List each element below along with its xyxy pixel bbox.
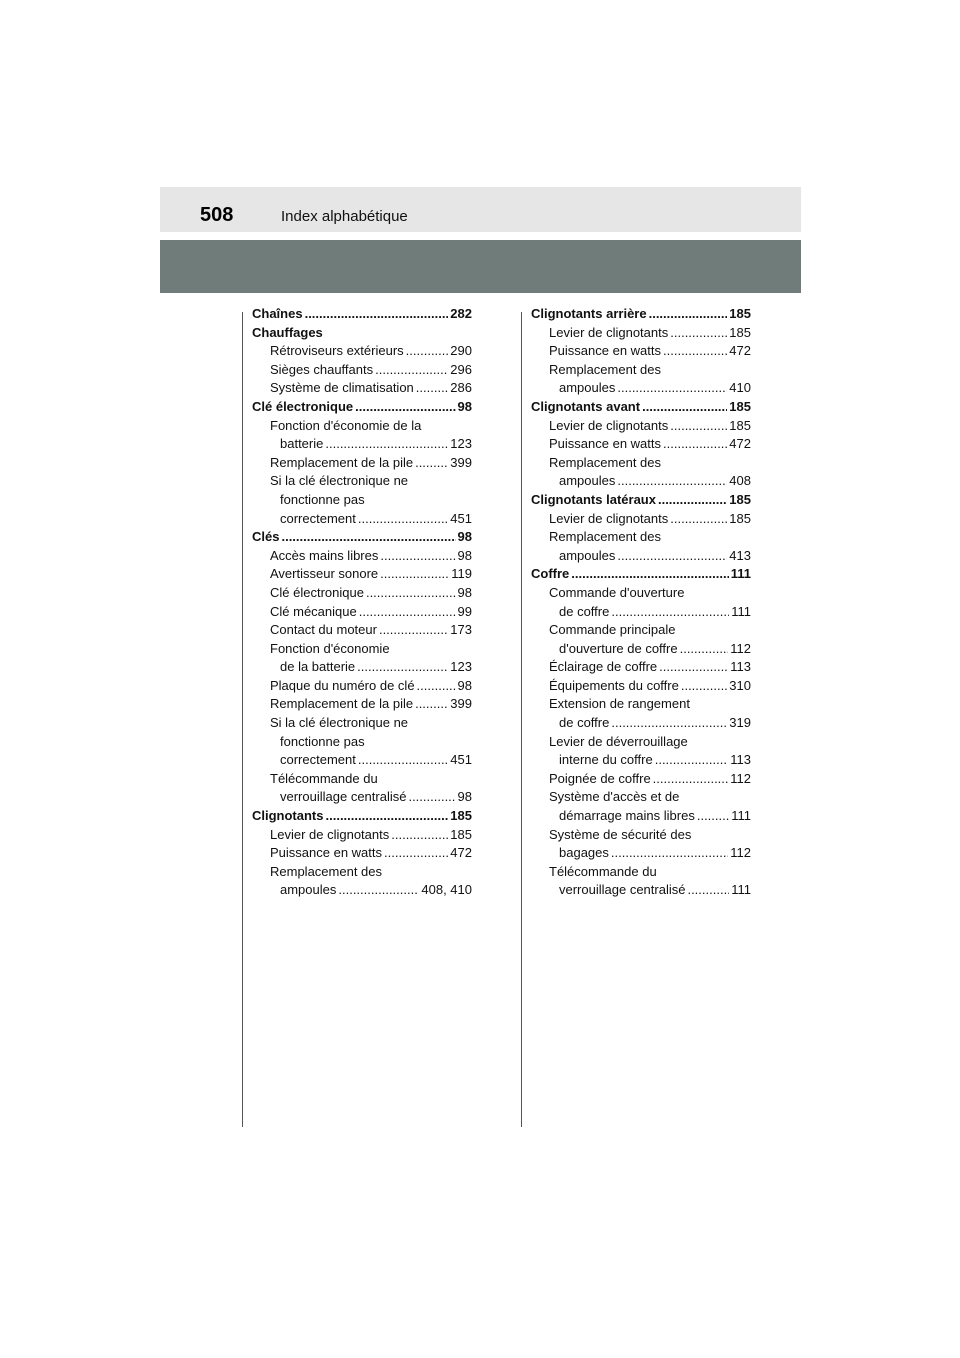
index-subentry [531,528,751,547]
entry-text: Clignotants arrière [531,306,647,321]
dot-leader [659,658,728,677]
page-reference: 111 [730,566,751,582]
entry-text: Puissance en watts [549,436,662,452]
dot-leader [415,695,448,714]
index-subentry [252,677,472,696]
entry-text: Système de sécurité des [549,826,692,842]
page-reference: 98 [457,398,472,414]
dot-leader [571,565,728,584]
entry-text: Sièges chauffants [270,361,374,377]
entry-text: démarrage mains libres [559,808,695,824]
entry-text: Plaque du numéro de clé [270,677,415,693]
page-reference: 98 [457,529,472,545]
page-reference: 399 [450,696,472,712]
dot-leader [611,844,728,863]
index-subentry [531,658,751,677]
page-reference: 319 [729,715,751,731]
index-column-left [252,305,472,900]
index-subentry [531,584,751,603]
entry-text: Coffre [531,566,570,582]
entry-text: Avertisseur sonore [270,566,379,582]
page-reference: 296 [450,361,472,377]
index-subentry [252,510,472,529]
index-subentry [252,454,472,473]
header-bar [160,187,801,232]
page-reference: 111 [731,808,751,824]
dot-leader [408,788,455,807]
page-reference: 123 [450,436,472,452]
entry-text: Levier de clignotants [549,510,669,526]
dot-leader [355,398,455,417]
index-subentry [531,881,751,900]
entry-text: Levier de clignotants [270,826,390,842]
page-reference: 185 [450,826,472,842]
index-subentry [252,714,472,733]
dot-leader [617,472,727,491]
dot-leader [617,547,727,566]
index-subentry [531,472,751,491]
dot-leader [417,677,456,696]
page-reference: 451 [450,752,472,768]
index-subentry [252,826,472,845]
entry-text: Extension de rangement [549,696,690,712]
entry-text: de coffre [559,603,610,619]
index-column-right [531,305,751,900]
entry-text: ampoules [559,380,616,396]
dot-leader [663,342,727,361]
dot-leader [611,603,729,622]
entry-text: d'ouverture de coffre [559,640,678,656]
entry-text: fonctionne pas [280,491,365,507]
index-subentry [531,788,751,807]
index-subentry [531,603,751,622]
dot-leader [384,844,448,863]
section-title: Index alphabétique [281,208,408,225]
index-heading [252,324,472,343]
dot-leader [663,435,727,454]
index-subentry [252,584,472,603]
entry-text: Remplacement de la pile [270,696,414,712]
entry-text: Clé électronique [270,584,364,600]
dot-leader [649,305,728,324]
dot-leader [358,751,448,770]
dot-leader [655,751,729,770]
index-subentry [252,565,472,584]
dot-leader [375,361,448,380]
index-subentry [531,510,751,529]
index-heading [531,398,751,417]
dot-leader [379,621,448,640]
page-reference: 472 [729,343,751,359]
index-subentry [252,342,472,361]
entry-text: Clignotants [252,808,324,824]
page-number: 508 [200,204,234,226]
entry-text: ampoules [280,882,337,898]
dot-leader [380,547,455,566]
index-subentry [531,435,751,454]
page-reference: 286 [450,380,472,396]
dot-leader [391,826,448,845]
index-subentry [252,435,472,454]
page-reference: 113 [730,659,751,675]
index-subentry [531,844,751,863]
index-subentry [531,640,751,659]
page-reference: 112 [730,770,751,786]
index-subentry [531,547,751,566]
page-reference: 112 [730,845,751,861]
entry-text: Accès mains libres [270,547,379,563]
index-subentry [252,863,472,882]
dot-leader [357,658,448,677]
dot-leader [681,677,727,696]
index-subentry [252,621,472,640]
dot-leader [338,881,419,900]
dot-leader [415,454,448,473]
dot-leader [358,510,448,529]
index-subentry [252,844,472,863]
page-reference: 98 [457,584,472,600]
index-heading [252,305,472,324]
page-reference: 290 [450,343,472,359]
entry-text: correctement [280,510,356,526]
entry-text: Puissance en watts [270,845,383,861]
entry-text: Puissance en watts [549,343,662,359]
index-subentry [252,770,472,789]
index-subentry [531,733,751,752]
dot-leader [653,770,729,789]
dot-leader [406,342,449,361]
index-heading [531,491,751,510]
entry-text: Chauffages [252,324,323,340]
dot-leader [658,491,727,510]
entry-text: Système de climatisation [270,380,414,396]
page-reference: 98 [457,789,472,805]
index-subentry [252,361,472,380]
index-subentry [531,361,751,380]
page-reference: 98 [457,677,472,693]
entry-text: Chaînes [252,306,303,321]
entry-text: Équipements du coffre [549,677,679,693]
page-reference: 173 [450,622,472,638]
dot-leader [281,528,455,547]
index-heading [531,565,751,584]
entry-text: de la batterie [280,659,356,675]
dot-leader [670,417,727,436]
dot-leader [680,640,729,659]
dot-leader [670,324,727,343]
column-rule-right [521,312,522,1127]
page-reference: 472 [450,845,472,861]
entry-text: Clé électronique [252,398,354,414]
dot-leader [359,603,456,622]
index-subentry [252,417,472,436]
entry-text: Fonction d'économie [270,640,390,656]
entry-text: Si la clé électronique ne [270,473,409,489]
entry-text: Levier de déverrouillage [549,733,688,749]
entry-text: Poignée de coffre [549,770,651,786]
page-reference: 99 [457,603,472,619]
header-band [160,240,801,293]
dot-leader [380,565,449,584]
page-reference: 185 [729,398,751,414]
index-subentry [252,695,472,714]
index-subentry [252,640,472,659]
dot-leader [416,379,449,398]
entry-text: Contact du moteur [270,622,377,638]
entry-text: Remplacement des [270,863,382,879]
dot-leader [325,435,448,454]
page-reference: 399 [450,454,472,470]
index-subentry [252,733,472,752]
page-reference: 185 [729,306,751,321]
entry-text: Télécommande du [270,770,378,786]
page-reference: 98 [457,547,472,563]
column-rule-left [242,312,243,1127]
dot-leader [611,714,727,733]
entry-text: Levier de clignotants [549,324,669,340]
entry-text: correctement [280,752,356,768]
entry-text: verrouillage centralisé [559,882,686,898]
dot-leader [617,379,727,398]
dot-leader [642,398,727,417]
index-subentry [531,695,751,714]
page-reference: 111 [731,882,751,898]
entry-text: interne du coffre [559,752,653,768]
entry-text: Remplacement de la pile [270,454,414,470]
dot-leader [670,510,727,529]
page-reference: 451 [450,510,472,526]
page-reference: 410 [729,380,751,396]
page-reference: 408, 410 [421,882,472,898]
page-reference: 310 [729,677,751,693]
entry-text: Système d'accès et de [549,789,680,805]
page-reference: 185 [729,510,751,526]
page-reference: 123 [450,659,472,675]
index-heading [252,398,472,417]
index-subentry [252,751,472,770]
page-reference: 185 [450,808,472,824]
entry-text: Clé mécanique [270,603,357,619]
entry-text: Remplacement des [549,361,661,377]
index-heading [531,305,751,324]
entry-text: bagages [559,845,609,861]
index-subentry [252,472,472,491]
index-subentry [252,603,472,622]
index-subentry [252,547,472,566]
index-subentry [252,788,472,807]
dot-leader [687,881,729,900]
entry-text: de coffre [559,715,610,731]
entry-text: fonctionne pas [280,733,365,749]
index-subentry [531,379,751,398]
index-subentry [531,342,751,361]
entry-text: Si la clé électronique ne [270,715,409,731]
entry-text: Remplacement des [549,529,661,545]
entry-text: Levier de clignotants [549,417,669,433]
index-subentry [531,324,751,343]
entry-text: Clignotants avant [531,398,641,414]
index-subentry [531,863,751,882]
index-heading [252,807,472,826]
index-subentry [531,770,751,789]
index-subentry [252,881,472,900]
index-subentry [531,417,751,436]
entry-text: batterie [280,436,324,452]
index-subentry [531,621,751,640]
index-subentry [531,714,751,733]
entry-text: Éclairage de coffre [549,659,658,675]
page-reference: 112 [730,640,751,656]
page-reference: 119 [451,566,472,582]
page-reference: 413 [729,547,751,563]
index-subentry [252,379,472,398]
entry-text: Clignotants latéraux [531,491,656,507]
dot-leader [305,305,449,324]
dot-leader [697,807,729,826]
entry-text: ampoules [559,547,616,563]
page-reference: 113 [730,752,751,768]
index-subentry [531,826,751,845]
page-reference: 408 [729,473,751,489]
entry-text: verrouillage centralisé [280,789,407,805]
page-reference: 185 [729,491,751,507]
entry-text: Remplacement des [549,454,661,470]
entry-text: Clés [252,529,280,545]
index-heading [252,528,472,547]
dot-leader [366,584,456,603]
entry-text: ampoules [559,473,616,489]
page-reference: 472 [729,436,751,452]
page-reference: 111 [731,603,751,619]
entry-text: Commande d'ouverture [549,584,685,600]
index-subentry [531,454,751,473]
entry-text: Fonction d'économie de la [270,417,422,433]
page-reference: 282 [450,306,472,321]
entry-text: Commande principale [549,622,676,638]
page-reference: 185 [729,417,751,433]
dot-leader [326,807,449,826]
index-subentry [252,491,472,510]
index-subentry [252,658,472,677]
index-subentry [531,751,751,770]
entry-text: Rétroviseurs extérieurs [270,343,404,359]
index-subentry [531,677,751,696]
page-reference: 185 [729,324,751,340]
entry-text: Télécommande du [549,863,657,879]
index-subentry [531,807,751,826]
